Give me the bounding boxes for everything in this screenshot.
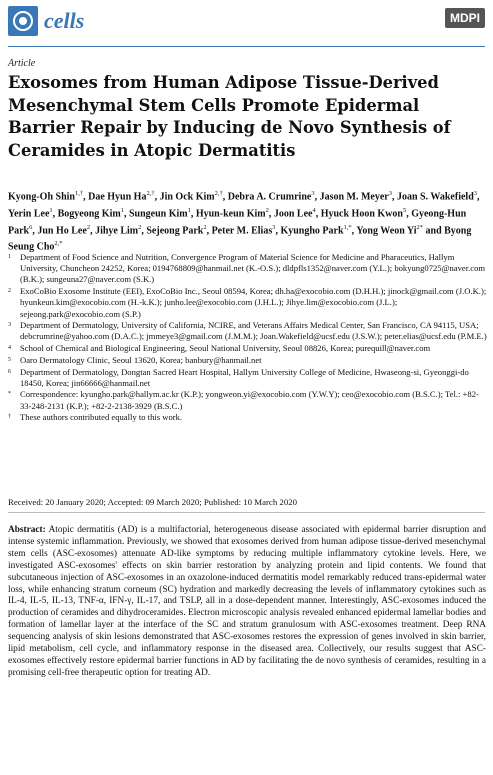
author-affiliation-marker: 2,* — [54, 240, 63, 248]
author-list: Kyong-Oh Shin$^{1,\dagger}$, Dae Hyun $Ha^{2,\dagger}$, Jin Ock Kim$^{2,\dagger}$, Debra A. Crumrine$^3$, Jason M. Meyer$^3$, Joan S. Wakefield$^3$, Yerin Lee$^1$, Bogyeong Kim$^1$, Sungeun Kim$^1$, Hyun-keun Kim$^2$, Joon Lee$^4$, Hyuck Hoon Kwon$^5$, Gyeong-Hun Park$^6$, Jun Ho Lee$^2$, Jihye Lim$^2$, Sejeong Park$^2$, Peter M. Elias$^3$, Kyungho Park$^{1,*}$, Yong Weon $Yi^{2*}$ and Byong Seung Cho$^{2,*}$ — [8, 190, 480, 253]
affiliation-item — [8, 252, 488, 286]
author-affiliation-marker: 5 — [402, 206, 407, 214]
author-affiliation-marker: 1,* — [343, 223, 352, 231]
affiliation-item — [8, 355, 488, 366]
affiliation-number: 4 — [8, 345, 11, 352]
publication-dates: Received: 20 January 2020; Accepted: 09 March 2020; Published: 10 March 2020 — [8, 497, 298, 507]
article-title: Exosomes from Human Adipose Tissue-Derived Mesenchymal Stem Cells Promote Epidermal Barrier Repair by Inducing de Novo Synthesis of Ceramides in Atopic Dermatitis — [8, 73, 451, 160]
author-affiliation-marker: 2 — [203, 223, 207, 231]
affiliation-item — [8, 343, 488, 354]
affiliation-text: ExoCoBio Exosome Institute (EEI), ExoCoBio Inc., Seoul 08594, Korea; dh.ha@exocobio.com (D.H.H.); jinock@gmail.com (J.O.K.); hyunkeun.kim@exocobio.com (H.-k.K.); junho.lee@exocobio.com (J.H.L.); Jihye.lim@exocobio.com (J.L.); sejeong.park@exocobio.com (S.P.) — [20, 286, 487, 319]
mdpi-logo-text: MDPI — [445, 8, 485, 28]
affiliation-number: 6 — [8, 368, 11, 375]
author-affiliation-marker: 2 — [265, 206, 269, 214]
affiliation-number: 1 — [8, 254, 11, 260]
affiliation-text: Oaro Dermatology Clinic, Seoul 13620, Korea; banbury@hanmail.net — [20, 354, 262, 365]
author-name[interactable]: Kyong-Oh Shin — [8, 191, 75, 203]
author-affiliation-marker: 1,† — [74, 190, 84, 197]
author-name[interactable]: Dae Hyun Ha — [88, 191, 147, 203]
journal-logo[interactable] — [8, 6, 84, 36]
affiliation-item — [8, 389, 488, 411]
author-affiliation-marker: 2,† — [146, 190, 155, 197]
author-name[interactable]: Yerin Lee — [8, 208, 50, 220]
cells-logo-icon — [8, 6, 38, 36]
header-rule — [8, 46, 485, 47]
affiliation-number: * — [8, 391, 11, 398]
abstract-text: Atopic dermatitis (AD) is a multifactorial, heterogeneous disease associated with epidermal barrier disruption and intense systemic inflammation. Previously, we showed that exosomes derived from human adipose tissue-derived mesenchymal stem cells (ASC-exosomes) attenuate AD-like symptoms by reducing multiple inflammatory cytokine levels. Here, we investigated ASC-exosomes' effects on skin barrier restoration by analyzing protein and lipid contents. We found that subcutaneous injection of ASC-exosomes in an oxazolone-induced dermatitis model remarkably reduced trans-epidermal water loss, while enhancing stratum corneum (SC) hydration and markedly decreasing the levels of inflammatory cytokines such as IL-4, IL-5, IL-13, TNF-α, IFN-γ, IL-17, and TSLP, all in a dose-dependent manner. Interestingly, ASC-exosomes induced the production of ceramides and dihydroceramides. Electron microscopic analysis revealed enhanced epidermal lamellar bodies and formation of lamellar layer at the interface of the SC and stratum granulosum with ASC-exosomes treatment. Deep RNA sequencing analysis of skin lesions demonstrated that ASC-exosomes restores the expression of genes involved in skin barrier, lipid metabolism, cell cycle, and inflammatory response in the diseased area. Collectively, our results suggest that ASC-exosomes effectively restore epidermal barrier functions in AD by facilitating the de novo synthesis of ceramides, resulting in a promising cell-free therapeutic option for treating AD. — [8, 525, 486, 678]
affiliation-number: 3 — [8, 322, 11, 329]
author-name[interactable]: Jun Ho Lee — [37, 224, 87, 236]
author-affiliation-marker: 2 — [86, 223, 91, 231]
journal-name: cells — [44, 8, 85, 33]
affiliation-item — [8, 320, 488, 342]
author-affiliation-marker: 2,† — [214, 190, 223, 197]
abstract-label: Abstract: — [8, 525, 46, 535]
author-affiliation-marker: 1 — [49, 206, 53, 214]
author-name[interactable]: Gyeong-Hun Park — [8, 208, 467, 236]
affiliation-text: Department of Food Science and Nutrition, Convergence Program of Material Science for Medicine and Pharaceutics, Hallym University, Chuncheon 24252, Korea; 0194768809@hanmail.net (K.-O.S.); dldpfls1352@naver.com (Y.L.); bokyung0725@naver.com (B.K.); sungeuna27@naver.com (S.K.) — [20, 252, 486, 285]
affiliation-list — [8, 252, 488, 424]
affiliation-text: These authors contributed equally to this work. — [20, 412, 183, 423]
affiliation-item — [8, 367, 488, 389]
affiliation-text: School of Chemical and Biological Engineering, Seoul National University, Seoul 08826, Korea; purequill@naver.com — [20, 343, 431, 354]
author-affiliation-marker: 2* — [416, 223, 424, 231]
author-name[interactable]: Byong Seung Cho — [8, 224, 472, 253]
affiliation-text: Correspondence: kyungho.park@hallym.ac.kr (K.P.); yongweon.yi@exocobio.com (Y.W.Y); ceo@exocobio.com (B.S.C.); Tel.: +82-33-248-2131 (K.P.); +82-2-2138-3929 (B.S.C.) — [20, 389, 479, 411]
author-name[interactable]: Hyuck Hoon Kwon — [320, 208, 403, 220]
author-affiliation-marker: 1 — [120, 206, 124, 214]
affiliation-number: 2 — [8, 288, 11, 295]
affiliation-item — [8, 412, 488, 423]
author-name[interactable]: Joon Lee — [273, 208, 313, 220]
affiliation-item — [8, 286, 488, 320]
article-type: Article — [8, 58, 36, 69]
author-name[interactable]: Sejeong Park — [146, 224, 204, 236]
author-name[interactable]: Hyun-keun Kim — [195, 208, 266, 220]
publisher-logo[interactable] — [445, 8, 485, 28]
author-name[interactable]: Jason M. Meyer — [319, 191, 389, 203]
author-affiliation-marker: 3 — [473, 190, 478, 197]
author-affiliation-marker: 4 — [312, 206, 316, 214]
author-affiliation-marker: 3 — [311, 190, 315, 197]
affiliation-number: 5 — [8, 356, 11, 363]
author-name[interactable]: Sungeun Kim — [128, 208, 188, 220]
author-affiliation-marker: 1 — [187, 206, 191, 214]
author-affiliation-marker: 6 — [29, 223, 33, 231]
affiliation-number: † — [8, 414, 11, 421]
author-affiliation-marker: 2 — [138, 223, 142, 231]
section-divider — [8, 512, 485, 513]
author-name[interactable]: Peter M. Elias — [211, 224, 273, 236]
author-name[interactable]: Bogyeong Kim — [57, 208, 121, 220]
author-name[interactable]: Joan S. Wakefield — [396, 191, 474, 203]
author-name[interactable]: Yong Weon Yi — [356, 224, 417, 236]
affiliation-text: Department of Dermatology, University of California, NCIRE, and Veterans Affairs Medical Center, San Francisco, CA 94115, USA; debcrumrine@yahoo.com (D.A.C.); jmmeye3@gmail.com (J.M.M.); Joan.Wakefield@ucsf.edu (J.S.W.); peter.elias@ucsf.edu (P.M.E.) — [20, 320, 487, 342]
page-header — [8, 6, 485, 48]
author-name[interactable]: Debra A. Crumrine — [227, 191, 312, 203]
author-affiliation-marker: 3 — [388, 190, 392, 197]
abstract — [8, 525, 486, 680]
affiliation-text: Department of Dermatology, Dongtan Sacred Heart Hospital, Hallym University College of Medicine, Hwaseong-si, Gyeonggi-do 18450, Korea; jin66666@hanmail.net — [20, 366, 469, 388]
author-name[interactable]: Kyungho Park — [280, 224, 344, 236]
author-affiliation-marker: 3 — [272, 223, 276, 231]
author-name[interactable]: Jihye Lim — [95, 224, 139, 236]
author-name[interactable]: Jin Ock Kim — [159, 191, 215, 203]
